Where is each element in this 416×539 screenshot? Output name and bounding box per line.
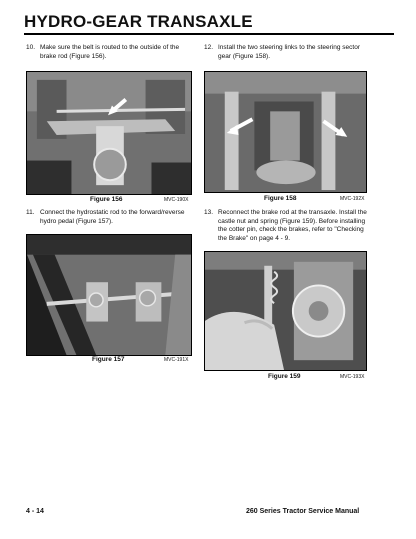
step-number: 10. (26, 44, 36, 51)
title-rule (24, 33, 394, 35)
figure-158-photo (204, 71, 367, 193)
figure-156-caption: Figure 156 (90, 196, 123, 203)
step-number: 12. (204, 44, 214, 51)
figure-159-code: MVC-193X (340, 374, 365, 380)
step-12 (204, 44, 374, 64)
figure-156-photo (26, 71, 192, 195)
step-11 (26, 209, 196, 229)
figure-157-photo (26, 234, 192, 356)
manual-title: 260 Series Tractor Service Manual (246, 508, 360, 515)
step-13 (204, 209, 372, 249)
page-title: HYDRO-GEAR TRANSAXLE (24, 12, 253, 31)
step-text: Make sure the belt is routed to the outside of the brake rod (Figure 156). (40, 44, 180, 60)
step-text: Reconnect the brake rod at the transaxle. Install the castle nut and spring (Figure 159). Before installing the cotter pin, check the brakes, refer to "Checking the Brake" on page 4 - 9. (218, 209, 367, 242)
figure-158-code: MVC-192X (340, 196, 365, 202)
figure-159-photo (204, 251, 367, 371)
figure-156-code: MVC-190X (164, 197, 189, 203)
figure-157-code: MVC-191X (164, 357, 189, 363)
step-text: Connect the hydrostatic rod to the forward/reverse hydro pedal (Figure 157). (40, 209, 185, 225)
figure-158-caption: Figure 158 (264, 195, 297, 202)
step-10 (26, 44, 196, 64)
page-number: 4 - 14 (26, 508, 44, 515)
step-number: 13. (204, 209, 214, 216)
figure-157-caption: Figure 157 (92, 356, 125, 363)
step-text: Install the two steering links to the steering sector gear (Figure 158). (218, 44, 360, 60)
step-number: 11. (26, 209, 35, 216)
figure-159-caption: Figure 159 (268, 373, 301, 380)
